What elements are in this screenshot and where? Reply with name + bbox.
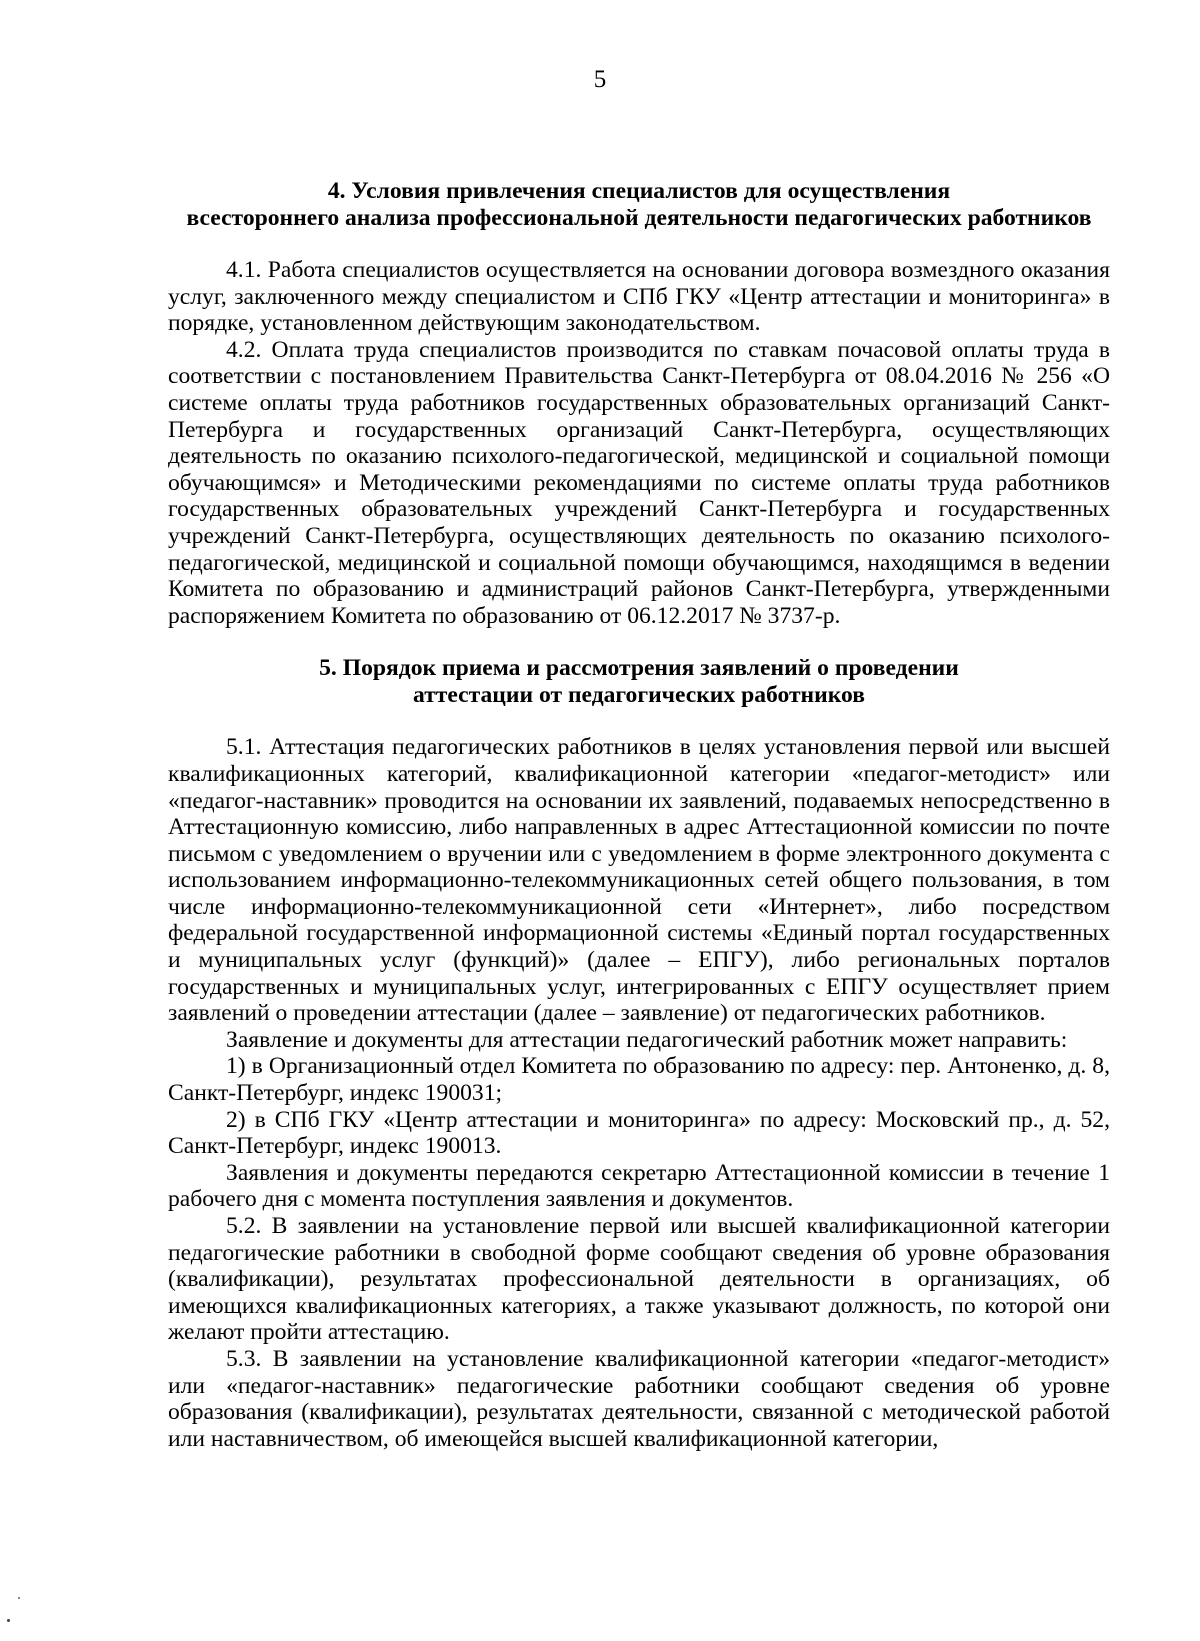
paragraph-5-2: 5.2. В заявлении на установление первой или высшей квалификационной категории педагогические работники в свободной форме сообщают сведения об уровне образования (квалификации), результатах профессиональной деятельности в организациях, об имеющихся квалификационных категориях, а также указывают должность, по которой они желают пройти аттестацию. [168,1213,1110,1346]
paragraph-4-1: 4.1. Работа специалистов осуществляется на основании договора возмездного оказания услуг, заключенного между специалистом и СПб ГКУ «Центр аттестации и мониторинга» в порядке, установленном действующим законодательством. [168,257,1110,337]
paragraph-4-2: 4.2. Оплата труда специалистов производится по ставкам почасовой оплаты труда в соответствии с постановлением Правительства Санкт-Петербурга от 08.04.2016 № 256 «О системе оплаты труда работников государственных образовательных организаций Санкт-Петербурга и государственных организаций Санкт-Петербурга, осуществляющих деятельность по оказанию психолого-педагогической, медицинской и социальной помощи обучающимся» и Методическими рекомендациями по системе оплаты труда работников государственных образовательных учреждений Санкт-Петербурга и государственных учреждений Санкт-Петербурга, осуществляющих деятельность по оказанию психолого-педагогической, медицинской и социальной помощи обучающимся, находящимся в ведении Комитета по образованию и администраций районов Санкт-Петербурга, утвержденными распоряжением Комитета по образованию от 06.12.2017 № 3737-р. [168,336,1110,629]
section-4-heading [168,178,1110,232]
page-number: 5 [593,66,607,93]
paragraph-submission-intro: Заявление и документы для аттестации педагогический работник может направить: [226,1026,1068,1053]
scan-artifact [18,1597,20,1599]
paragraph-5-1: 5.1. Аттестация педагогических работников в целях установления первой или высшей квалификационных категорий, квалификационной категории «педагог-методист» или «педагог-наставник» проводится на основании их заявлений, подаваемых непосредственно в Аттестационную комиссию, либо направленных в адрес Аттестационной комиссии по почте письмом с уведомлением о вручении или с уведомлением в форме электронного документа с использованием информационно-телекоммуникационных сетей общего пользования, в том числе информационно-телекоммуникационной сети «Интернет», либо посредством федеральной государственной информационной системы «Единый портал государственных и муниципальных услуг (функций)» (далее – ЕПГУ), либо региональных порталов государственных и муниципальных услуг, интегрированных с ЕПГУ осуществляет прием заявлений о проведении аттестации (далее – заявление) от педагогических работников. [168,734,1110,1027]
section-5-heading-line-2: аттестации от педагогических работников [413,682,865,709]
section-5-heading [168,655,1110,709]
scan-artifact [7,1619,10,1622]
paragraph-address-2: 2) в СПб ГКУ «Центр аттестации и мониторинга» по адресу: Московский пр., д. 52, Санкт-Петербург, индекс 190013. [168,1106,1110,1160]
section-5-heading-line-1: 5. Порядок приема и рассмотрения заявлений о проведении [319,655,959,682]
paragraph-secretary-transfer: Заявления и документы передаются секретарю Аттестационной комиссии в течение 1 рабочего дня с момента поступления заявления и документов. [168,1159,1110,1213]
paragraph-5-3: 5.3. В заявлении на установление квалификационной категории «педагог-методист» или «педагог-наставник» педагогические работники сообщают сведения об уровне образования (квалификации), результатах деятельности, связанной с методической работой или наставничеством, об имеющейся высшей квалификационной категории, [168,1345,1110,1452]
section-4-heading-line-1: 4. Условия привлечения специалистов для осуществления [327,178,951,204]
paragraph-address-1: 1) в Организационный отдел Комитета по образованию по адресу: пер. Антоненко, д. 8, Санкт-Петербург, индекс 190031; [168,1053,1110,1107]
document-body [168,178,1110,1452]
section-4-heading-line-2: всестороннего анализа профессиональной деятельности педагогических работников [186,205,1092,231]
